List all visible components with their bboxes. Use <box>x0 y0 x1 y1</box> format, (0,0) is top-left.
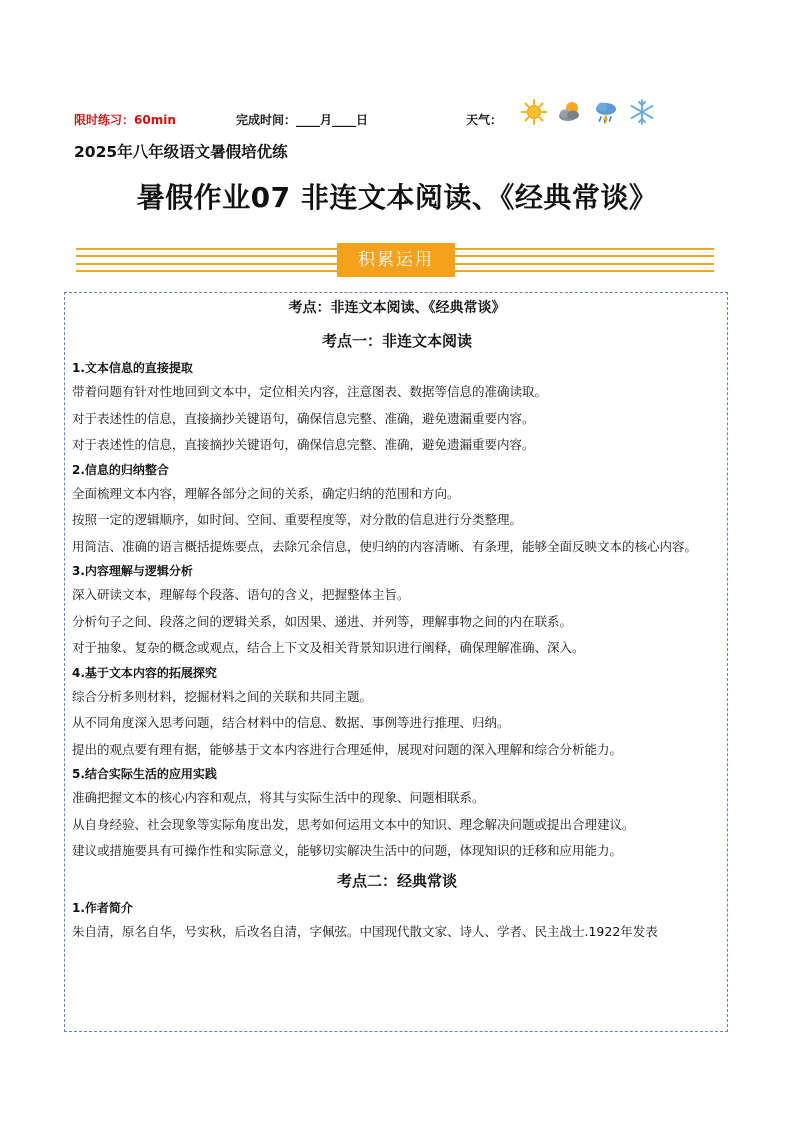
item-heading: 1.作者简介 <box>72 900 133 915</box>
item-paragraph: 用简洁、准确的语言概括提炼要点，去除冗余信息，使归纳的内容清晰、有条理，能够全面反映文本的核心内容。 <box>72 538 698 554</box>
knowledge-item <box>72 357 722 459</box>
page-title: 暑假作业07 非连文本阅读、《经典常谈》 <box>136 181 658 214</box>
item-paragraph: 提出的观点要有理有据，能够基于文本内容进行合理延伸，展现对问题的深入理解和综合分析能力。 <box>72 741 623 757</box>
rain-cloud-icon <box>592 98 620 126</box>
item-heading: 5.结合实际生活的应用实践 <box>72 767 217 781</box>
knowledge-item <box>72 662 722 764</box>
topic-title: 考点：非连文本阅读、《经典常谈》 <box>288 300 506 316</box>
item-paragraph: 准确把握文本的核心内容和观点，将其与实际生活中的现象、问题相联系。 <box>72 790 485 805</box>
knowledge-box <box>64 292 728 1032</box>
section-title: 考点一：非连文本阅读 <box>321 332 472 350</box>
section-banner <box>76 243 714 277</box>
item-paragraph: 按照一定的逻辑顺序，如时间、空间、重要程度等，对分散的信息进行分类整理。 <box>72 512 523 527</box>
item-paragraph: 深入研读文本，理解每个段落、语句的含义，把握整体主旨。 <box>72 587 410 602</box>
item-paragraph: 分析句子之间、段落之间的逻辑关系，如因果、递进、并列等，理解事物之间的内在联系。 <box>72 613 573 629</box>
item-heading: 3.内容理解与逻辑分析 <box>72 564 193 578</box>
knowledge-item <box>72 459 722 561</box>
partly-cloudy-icon <box>556 98 584 126</box>
item-heading: 1.文本信息的直接提取 <box>72 361 193 375</box>
weather-icon-group <box>520 98 656 126</box>
subtitle: 2025年八年级语文暑假培优练 <box>74 143 288 161</box>
item-heading: 4.基于文本内容的拓展探究 <box>72 665 217 680</box>
item-paragraph: 从不同角度深入思考问题，结合材料中的信息、数据、事例等进行推理、归纳。 <box>72 715 510 730</box>
item-paragraph: 对于抽象、复杂的概念或观点，结合上下文及相关背景知识进行阐释，确保理解准确、深入。 <box>72 640 585 655</box>
sun-icon <box>520 98 548 126</box>
header-meta-row <box>74 108 714 132</box>
item-paragraph: 朱自清，原名自华，号实秋，后改名自清，字佩弦。中国现代散文家、诗人、学者、民主战士.1922年发表 <box>72 923 658 939</box>
weather-label: 天气： <box>466 113 503 127</box>
item-paragraph: 全面梳理文本内容，理解各部分之间的关系，确定归纳的范围和方向。 <box>72 485 460 501</box>
item-paragraph: 建议或措施要具有可操作性和实际意义，能够切实解决生活中的问题，体现知识的迁移和应用能力。 <box>72 843 623 858</box>
item-paragraph: 对于表述性的信息，直接摘抄关键语句，确保信息完整、准确，避免遗漏重要内容。 <box>72 410 535 426</box>
section-title: 考点二：经典常谈 <box>336 871 457 890</box>
item-heading: 2.信息的归纳整合 <box>72 462 169 477</box>
snowflake-icon <box>628 98 656 126</box>
item-paragraph: 带着问题有针对性地回到文本中，定位相关内容，注意图表、数据等信息的准确读取。 <box>72 384 548 399</box>
item-paragraph: 综合分析多则材料，挖掘材料之间的关联和共同主题。 <box>72 688 373 704</box>
knowledge-item <box>72 763 722 865</box>
knowledge-item <box>72 560 722 662</box>
time-limit-label: 限时练习：60min <box>74 113 176 127</box>
item-paragraph: 对于表述性的信息，直接摘抄关键语句，确保信息完整、准确，避免遗漏重要内容。 <box>72 437 535 452</box>
knowledge-content <box>72 293 722 945</box>
finish-time-field: 完成时间：____月____日 <box>236 113 369 127</box>
item-paragraph: 从自身经验、社会现象等实际角度出发，思考如何运用文本中的知识、理念解决问题或提出合理建议。 <box>72 816 635 832</box>
banner-label: 积累运用 <box>337 243 455 277</box>
knowledge-item <box>72 897 722 946</box>
